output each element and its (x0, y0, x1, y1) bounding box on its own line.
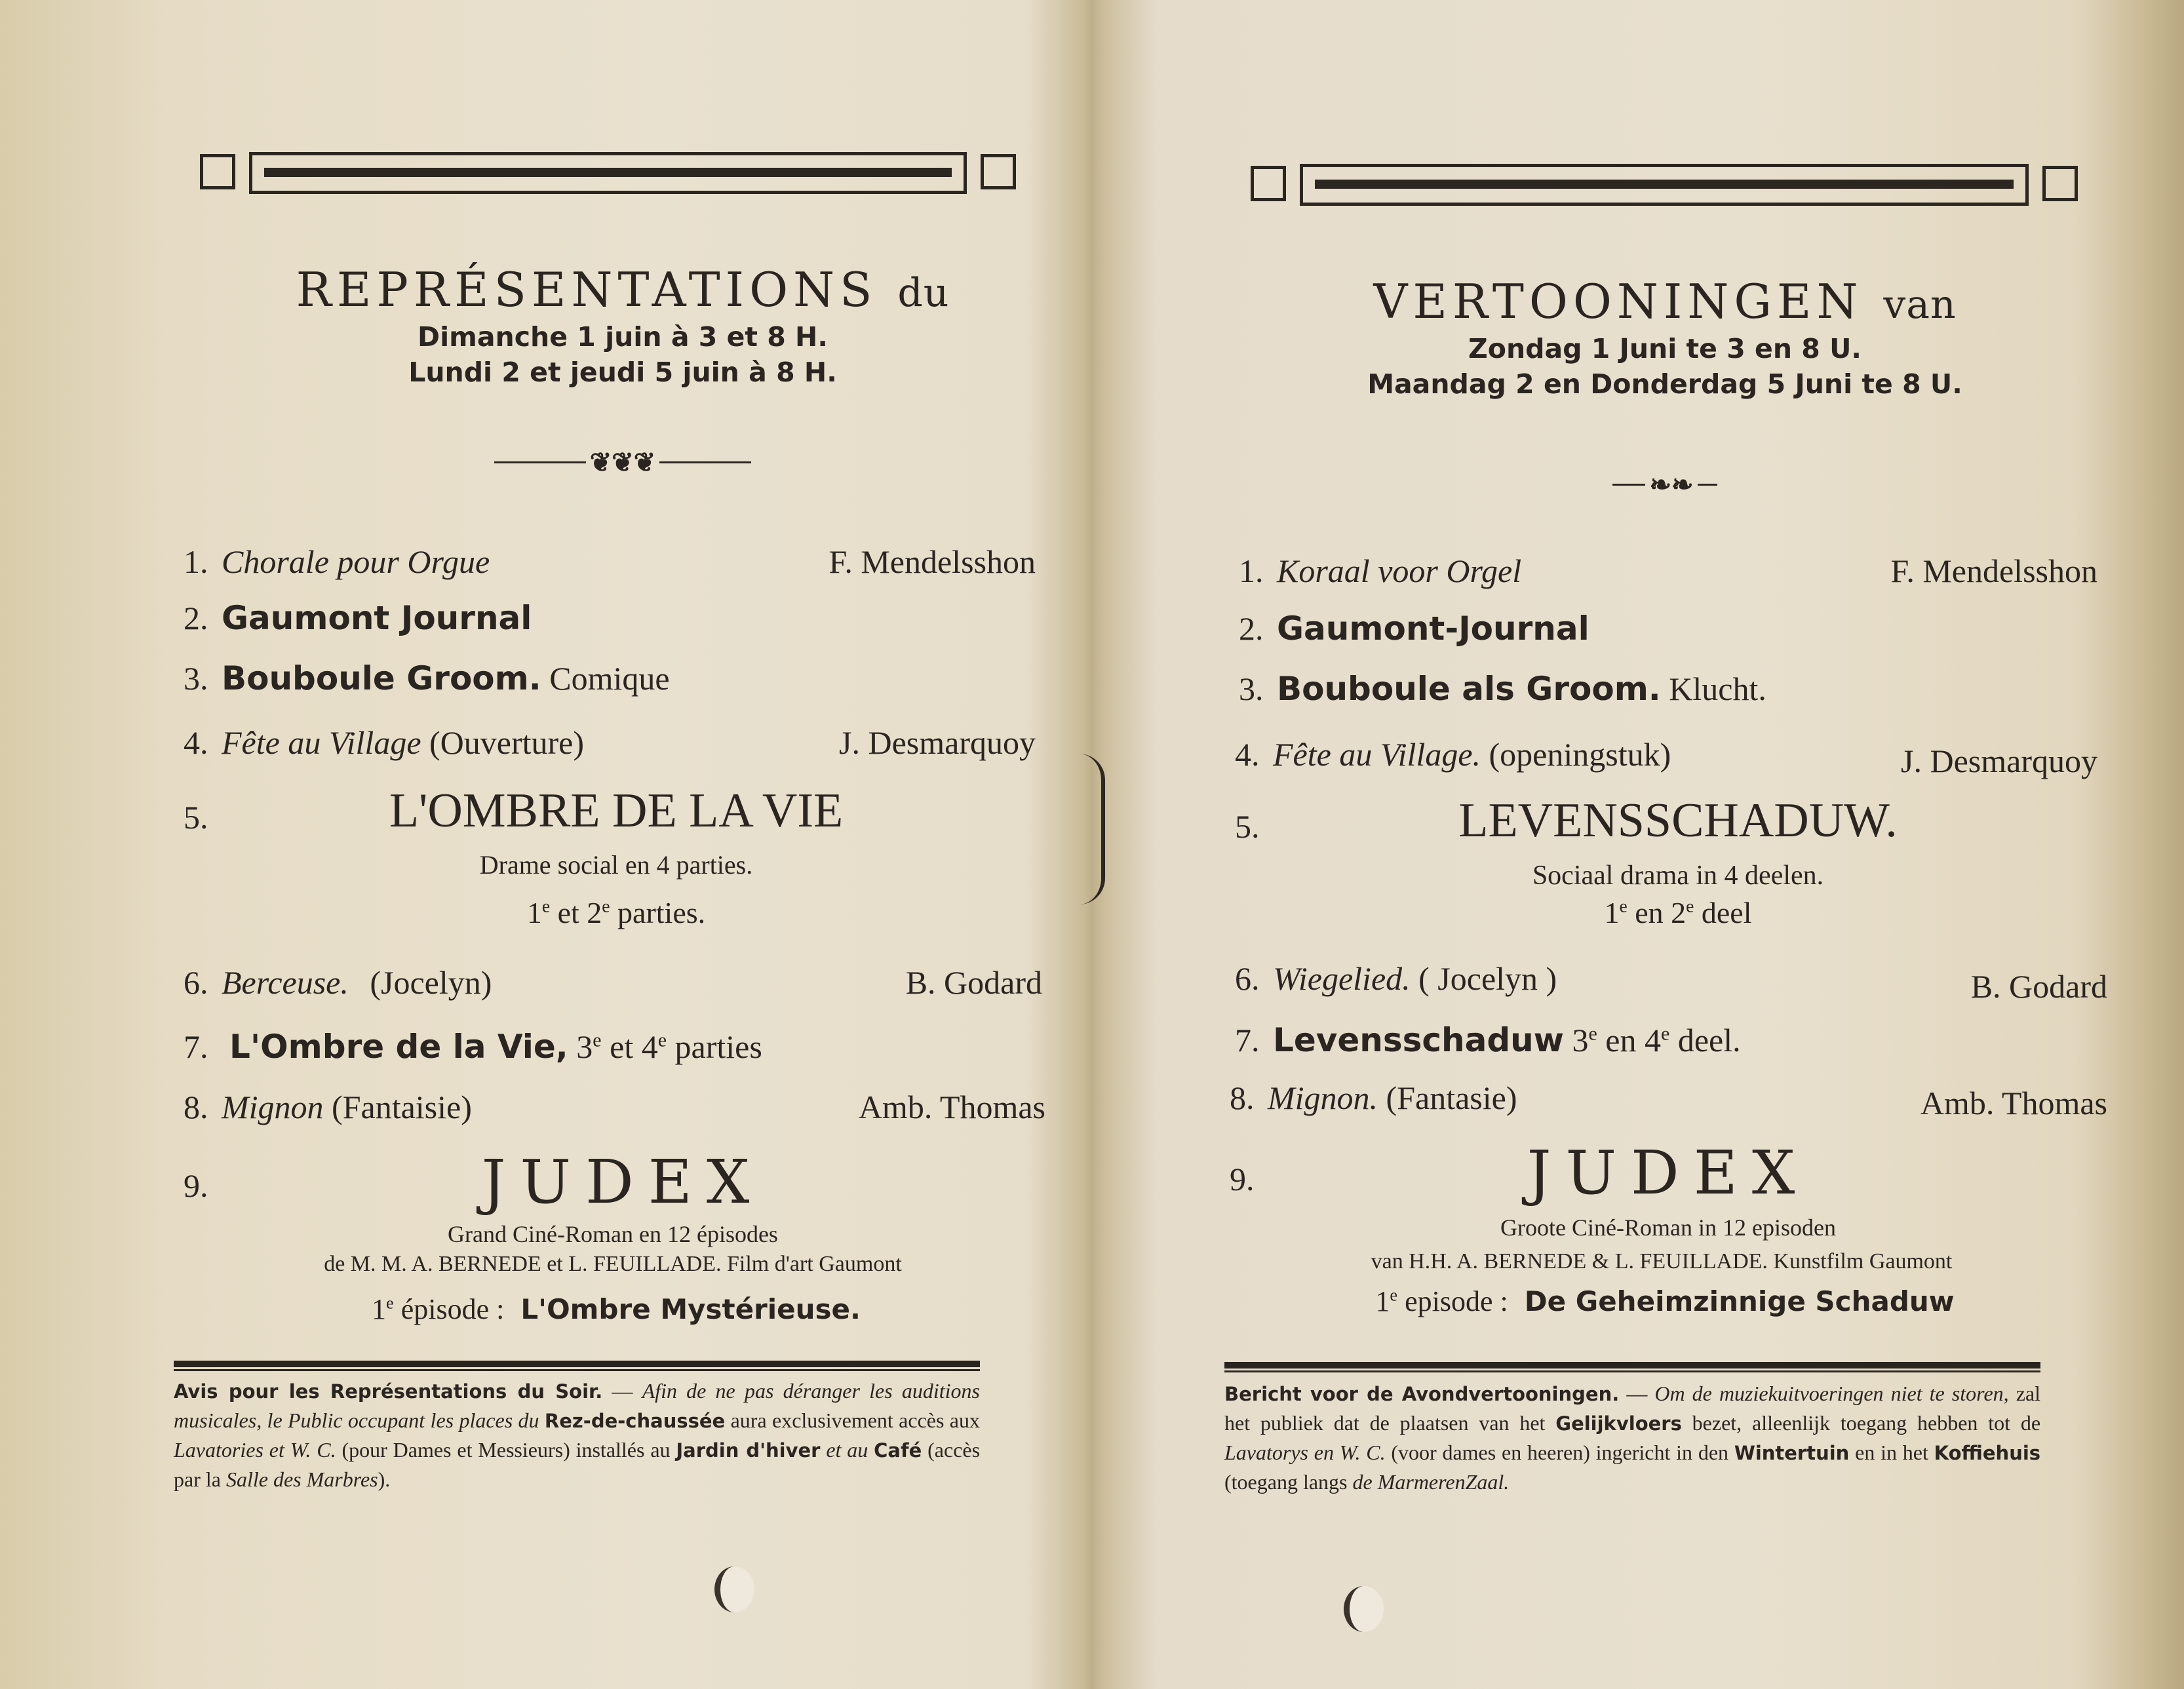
item-title: Bouboule als Groom. (1277, 670, 1661, 708)
episode-line: 1e episode : De Geheimzinnige Schaduw (1375, 1285, 1955, 1317)
serial-credit: van H.H. A. BERNEDE & L. FEUILLADE. Kunstfilm Gaumont (1371, 1249, 1953, 1273)
item-title: L'Ombre de la Vie, (229, 1028, 568, 1066)
item-note: 3e en 4e deel. (1572, 1022, 1741, 1058)
item-note: Comique (549, 660, 670, 697)
program-heading (229, 262, 1016, 388)
feature-title: LEVENSSCHADUW. (1458, 794, 1898, 847)
serial-title: JUDEX (1527, 1138, 1810, 1208)
item-title: Fête au Village. (1273, 736, 1481, 773)
program-item: 9. (1230, 1161, 1255, 1197)
program-item: 4. Fête au Village. (openingstuk) J. Desmarquoy (1235, 736, 2097, 779)
program-item: 6. Wiegelied. ( Jocelyn ) B. Godard (1235, 960, 2107, 1005)
item-title: Mignon. (1268, 1079, 1378, 1116)
program-item: 2. Gaumont-Journal (1239, 610, 1589, 648)
serial-credit: de M. M. A. BERNEDE et L. FEUILLADE. Film d'art Gaumont (324, 1252, 902, 1276)
notice-rule (174, 1361, 980, 1367)
divider-ornament (229, 444, 1016, 478)
page-title (1252, 274, 2078, 329)
header-ornament (1251, 164, 2078, 210)
composer: F. Mendelsshon (1890, 553, 2097, 589)
program-item: 1. Chorale pour Orgue F. Mendelsshon (184, 543, 1036, 580)
episode-line: 1e épisode : L'Ombre Mystérieuse. (371, 1292, 861, 1325)
page-title (229, 262, 1016, 317)
fleuron-icon: ❧❧ (1649, 470, 1694, 500)
item-note: (Fantaisie) (332, 1089, 472, 1125)
composer: J. Desmarquoy (1901, 743, 2097, 779)
ornament-square-icon (2042, 166, 2078, 201)
serial-subtitle: Grand Ciné-Roman en 12 épisodes (448, 1221, 778, 1247)
title-suffix: van (1883, 282, 1957, 328)
item-note: (openingstuk) (1489, 736, 1671, 773)
item-note: 3e et 4e parties (576, 1028, 762, 1065)
composer: Amb. Thomas (858, 1089, 1045, 1125)
item-title: Gaumont Journal (222, 599, 532, 637)
divider-ornament (1252, 467, 2078, 500)
feature-parts: 1e en 2e deel (1604, 895, 1752, 929)
date-line-2: Lundi 2 et jeudi 5 juin à 8 H. (408, 357, 837, 388)
item-note: (Fantasie) (1386, 1079, 1517, 1116)
item-note: (Jocelyn) (370, 964, 492, 1001)
feature-subtitle: Sociaal drama in 4 deelen. (1532, 861, 1824, 891)
program-item: 5. (1235, 808, 1260, 845)
ornament-bar (1300, 164, 2029, 206)
program-item: 2. Gaumont Journal (184, 599, 532, 637)
item-title: Gaumont-Journal (1277, 610, 1589, 648)
ornament-square-icon (200, 154, 235, 189)
binding-stitch (1075, 754, 1105, 904)
program-item: 3. Bouboule Groom. Comique (184, 659, 670, 697)
item-title: Fête au Village (222, 724, 421, 761)
fleuron-icon: ❦❦❦ (589, 448, 656, 478)
feature-subtitle: Drame social en 4 parties. (479, 850, 753, 880)
title-main: REPRÉSENTATIONS (296, 262, 878, 317)
title-suffix: du (897, 270, 950, 316)
composer: J. Desmarquoy (839, 724, 1036, 761)
program-item: 8. Mignon (Fantaisie) Amb. Thomas (184, 1089, 1045, 1125)
feature-title: L'OMBRE DE LA VIE (389, 784, 844, 838)
item-note: (Ouverture) (429, 724, 585, 761)
program-item: 7. L'Ombre de la Vie, 3e et 4e parties (184, 1028, 762, 1066)
composer: B. Godard (1970, 968, 2107, 1005)
serial-title: JUDEX (481, 1147, 764, 1217)
item-title: Koraal voor Orgel (1277, 553, 1522, 589)
program-item: 4. Fête au Village (Ouverture) J. Desmarquoy (184, 724, 1036, 761)
item-title: Mignon (222, 1089, 324, 1125)
ornament-bar (249, 152, 967, 194)
item-title: Bouboule Groom. (222, 659, 541, 697)
item-note: ( Jocelyn ) (1418, 960, 1557, 997)
date-line-2: Maandag 2 en Donderdag 5 Juni te 8 U. (1367, 368, 1962, 400)
item-title: Levensschaduw (1273, 1021, 1564, 1059)
program-item: 8. Mignon. (Fantasie) Amb. Thomas (1230, 1079, 2107, 1121)
right-page (1213, 0, 2107, 1689)
title-main: VERTOONINGEN (1373, 274, 1863, 329)
item-note: Klucht. (1669, 670, 1766, 707)
date-line-1: Dimanche 1 juin à 3 et 8 H. (418, 321, 828, 353)
evening-notice: Avis pour les Représentations du Soir. — Afin de ne pas déranger les auditions musicales, le Public occupant les places du Rez-de-chaussée aura exclusivement accès aux Lavatories et W. C. (pour Dames et Messieurs) installés au Jardin d'hiver et au Café (accès par la Salle des Marbres). (174, 1379, 981, 1491)
feature-parts: 1e et 2e parties. (526, 895, 706, 929)
composer: F. Mendelsshon (829, 543, 1036, 580)
date-line-1: Zondag 1 Juni te 3 en 8 U. (1468, 333, 1862, 364)
ornament-square-icon (981, 154, 1016, 189)
composer: Amb. Thomas (1920, 1085, 2107, 1121)
program-heading (1252, 274, 2078, 400)
program-item: 5. (184, 799, 208, 836)
program-item: 1. Koraal voor Orgel F. Mendelsshon (1239, 553, 2097, 589)
serial-subtitle: Groote Ciné-Roman in 12 episoden (1500, 1214, 1836, 1241)
item-title: Wiegelied. (1273, 960, 1411, 997)
evening-notice: Bericht voor de Avondvertooningen. — Om de muziekuitvoeringen niet te storen, zal het publiek dat de plaatsen van het Gelijkvloers bezet, alleenlijk toegang hebben tot de Lavatorys en W. C. (voor dames en heeren) ingericht in den Wintertuin en in het Koffiehuis (toegang langs de MarmerenZaal. (1224, 1382, 2041, 1494)
program-item: 6. Berceuse. (Jocelyn) B. Godard (184, 964, 1042, 1001)
ornament-square-icon (1251, 166, 1286, 201)
notice-rule (1224, 1362, 2040, 1369)
header-ornament (200, 152, 1016, 198)
item-title: Berceuse. (222, 964, 349, 1001)
item-title: Chorale pour Orgue (222, 543, 490, 580)
program-item: 3. Bouboule als Groom. Klucht. (1239, 670, 1766, 708)
left-page (164, 0, 1045, 1689)
composer: B. Godard (905, 964, 1042, 1001)
program-item: 9. (184, 1167, 208, 1204)
program-item: 7. Levensschaduw 3e en 4e deel. (1235, 1021, 1741, 1059)
